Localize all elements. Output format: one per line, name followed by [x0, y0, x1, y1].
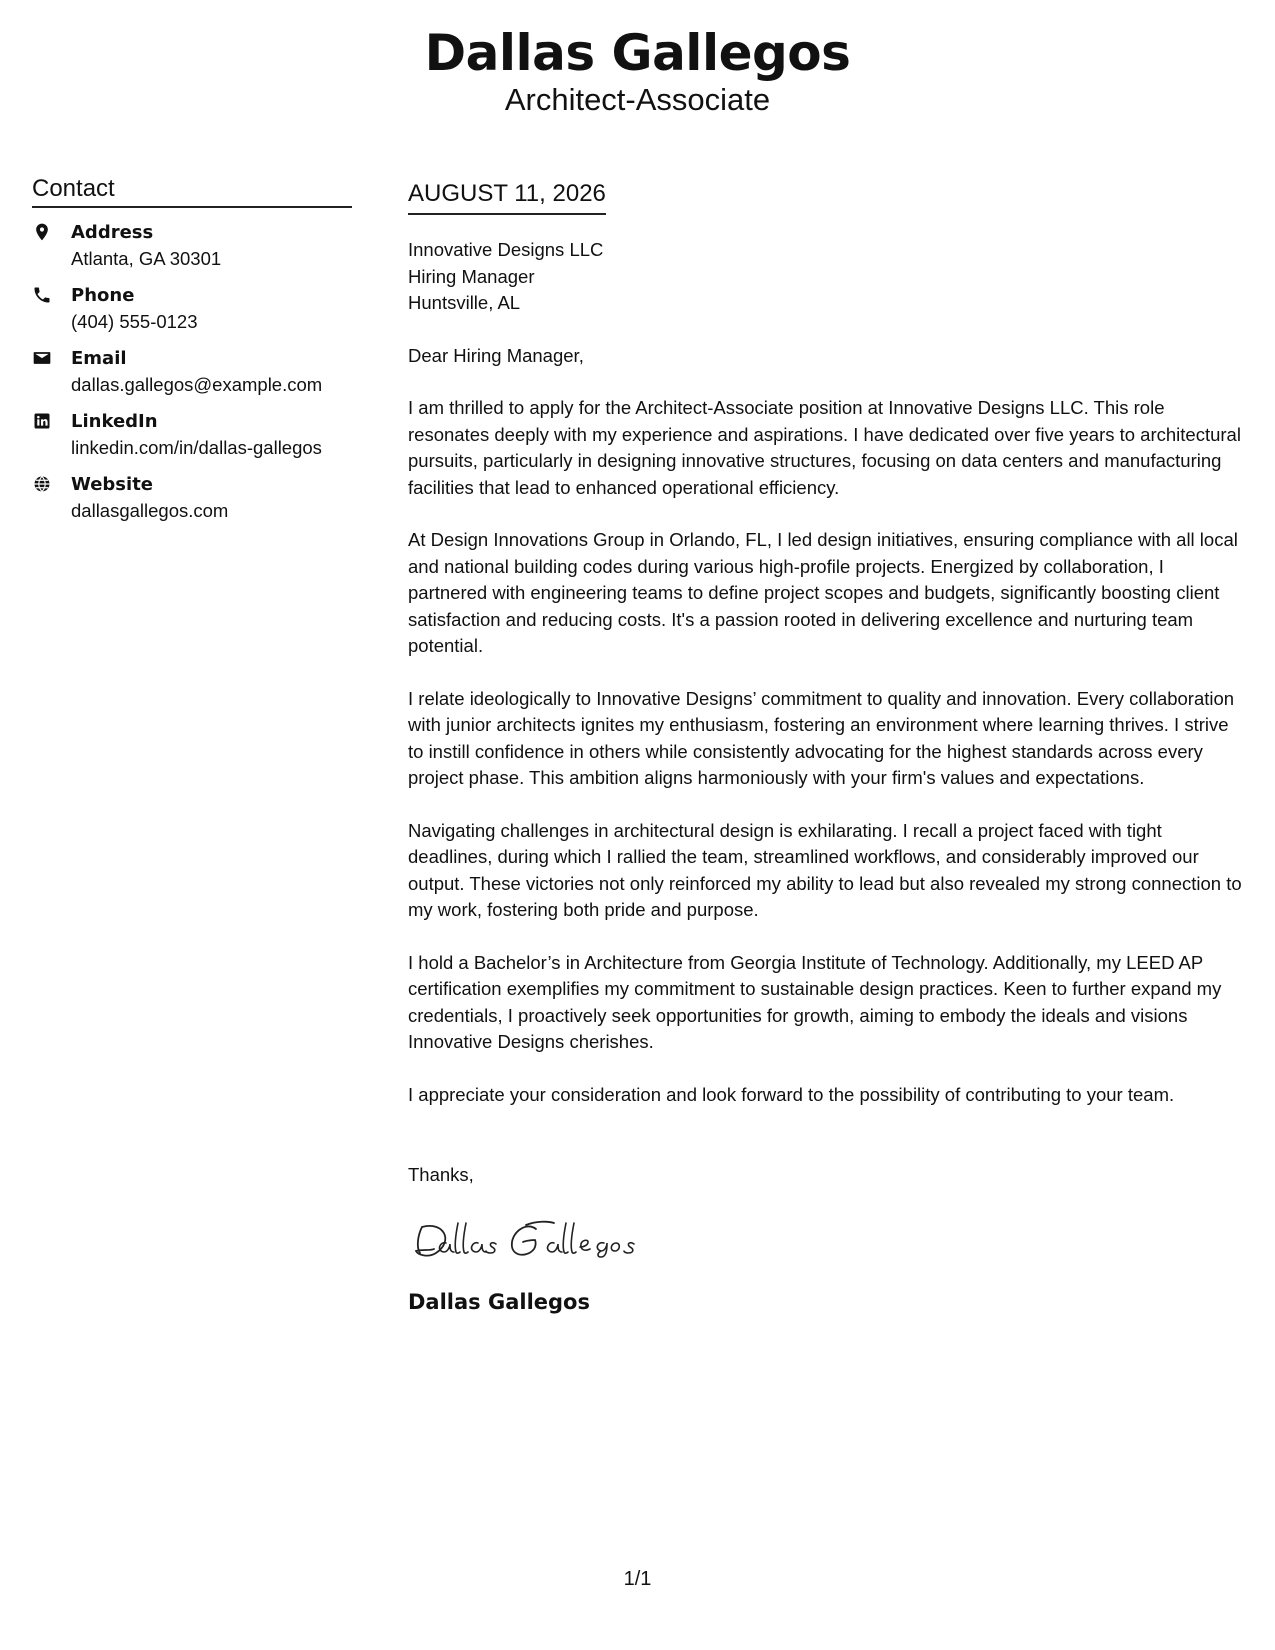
letter-header [0, 22, 1275, 118]
website-value[interactable]: dallasgallegos.com [71, 500, 229, 521]
email-value[interactable]: dallas.gallegos@example.com [71, 374, 323, 395]
envelope-icon [32, 348, 54, 370]
contact-sidebar [32, 174, 352, 535]
linkedin-value[interactable]: linkedin.com/in/dallas-gallegos [71, 437, 322, 458]
location-pin-icon [32, 222, 54, 244]
recipient-location: Huntsville, AL [408, 292, 521, 313]
linkedin-icon [32, 411, 54, 433]
handwritten-signature [408, 1213, 1248, 1273]
recipient-company: Innovative Designs LLC [408, 239, 604, 260]
contact-label: Email [71, 348, 127, 369]
contact-item-email [32, 346, 352, 398]
phone-value: (404) 555-0123 [71, 311, 198, 332]
applicant-title: Architect-Associate [504, 82, 771, 117]
letter-paragraph: I relate ideologically to Innovative Designs’ commitment to quality and innovation. Every collaboration with junior architects ignites my enthusiasm, fostering an environment where learning thrives. I strive to instill confidence in others while consistently advocating for the highest standards across every project phase. This ambition aligns harmoniously with your firm's values and expectations. [408, 687, 1235, 788]
letter-paragraph: I appreciate your consideration and look forward to the possibility of contributing to your team. [408, 1083, 1175, 1105]
salutation: Dear Hiring Manager, [408, 344, 584, 366]
letter-body [408, 178, 1248, 1317]
phone-icon [32, 285, 54, 307]
contact-item-phone [32, 283, 352, 335]
contact-label: LinkedIn [71, 411, 158, 432]
globe-icon [32, 474, 54, 496]
letter-paragraph: Navigating challenges in architectural design is exhilarating. I recall a project faced with tight deadlines, during which I rallied the team, streamlined workflows, and considerably improved our output. These victories not only reinforced my ability to lead but also revealed my strong connection to my work, fostering both pride and purpose. [408, 819, 1242, 920]
contact-item-linkedin [32, 409, 352, 461]
letter-paragraph: I am thrilled to apply for the Architect-Associate position at Innovative Designs LLC. This role resonates deeply with my experience and aspirations. I have dedicated over five years to architectural pursuits, particularly in designing innovative structures, focusing on data centers and manufacturing facilities that lead to enhanced operational efficiency. [408, 397, 1241, 498]
applicant-name: Dallas Gallegos [424, 24, 851, 82]
letter-paragraph: At Design Innovations Group in Orlando, FL, I led design initiatives, ensuring compliance with all local and national building codes during various high-profile projects. Energized by collaboration, I partnered with engineering teams to define project scopes and budgets, significantly boosting client satisfaction and reducing costs. It's a passion rooted in delivering excellence and nurturing team potential. [408, 529, 1238, 656]
contact-item-address [32, 220, 352, 272]
contact-heading: Contact [32, 174, 352, 208]
contact-item-website [32, 472, 352, 524]
recipient-block [408, 237, 1248, 317]
recipient-contact: Hiring Manager [408, 265, 535, 287]
contact-label: Phone [71, 285, 135, 306]
contact-label: Website [71, 474, 154, 495]
page-number: 1/1 [623, 1568, 652, 1590]
signer-name: Dallas Gallegos [408, 1289, 590, 1314]
letter-paragraph: I hold a Bachelor’s in Architecture from Georgia Institute of Technology. Additionally, my LEED AP certification exemplifies my commitment to sustainable design practices. Keen to further expand my credentials, I proactively seek opportunities for growth, aiming to embody the ideals and visions Innovative Designs cherishes. [408, 951, 1222, 1052]
contact-label: Address [71, 222, 154, 243]
closing: Thanks, [408, 1164, 474, 1185]
letter-date: AUGUST 11, 2026 [408, 178, 606, 215]
address-value: Atlanta, GA 30301 [71, 248, 222, 269]
contact-list [32, 220, 352, 524]
